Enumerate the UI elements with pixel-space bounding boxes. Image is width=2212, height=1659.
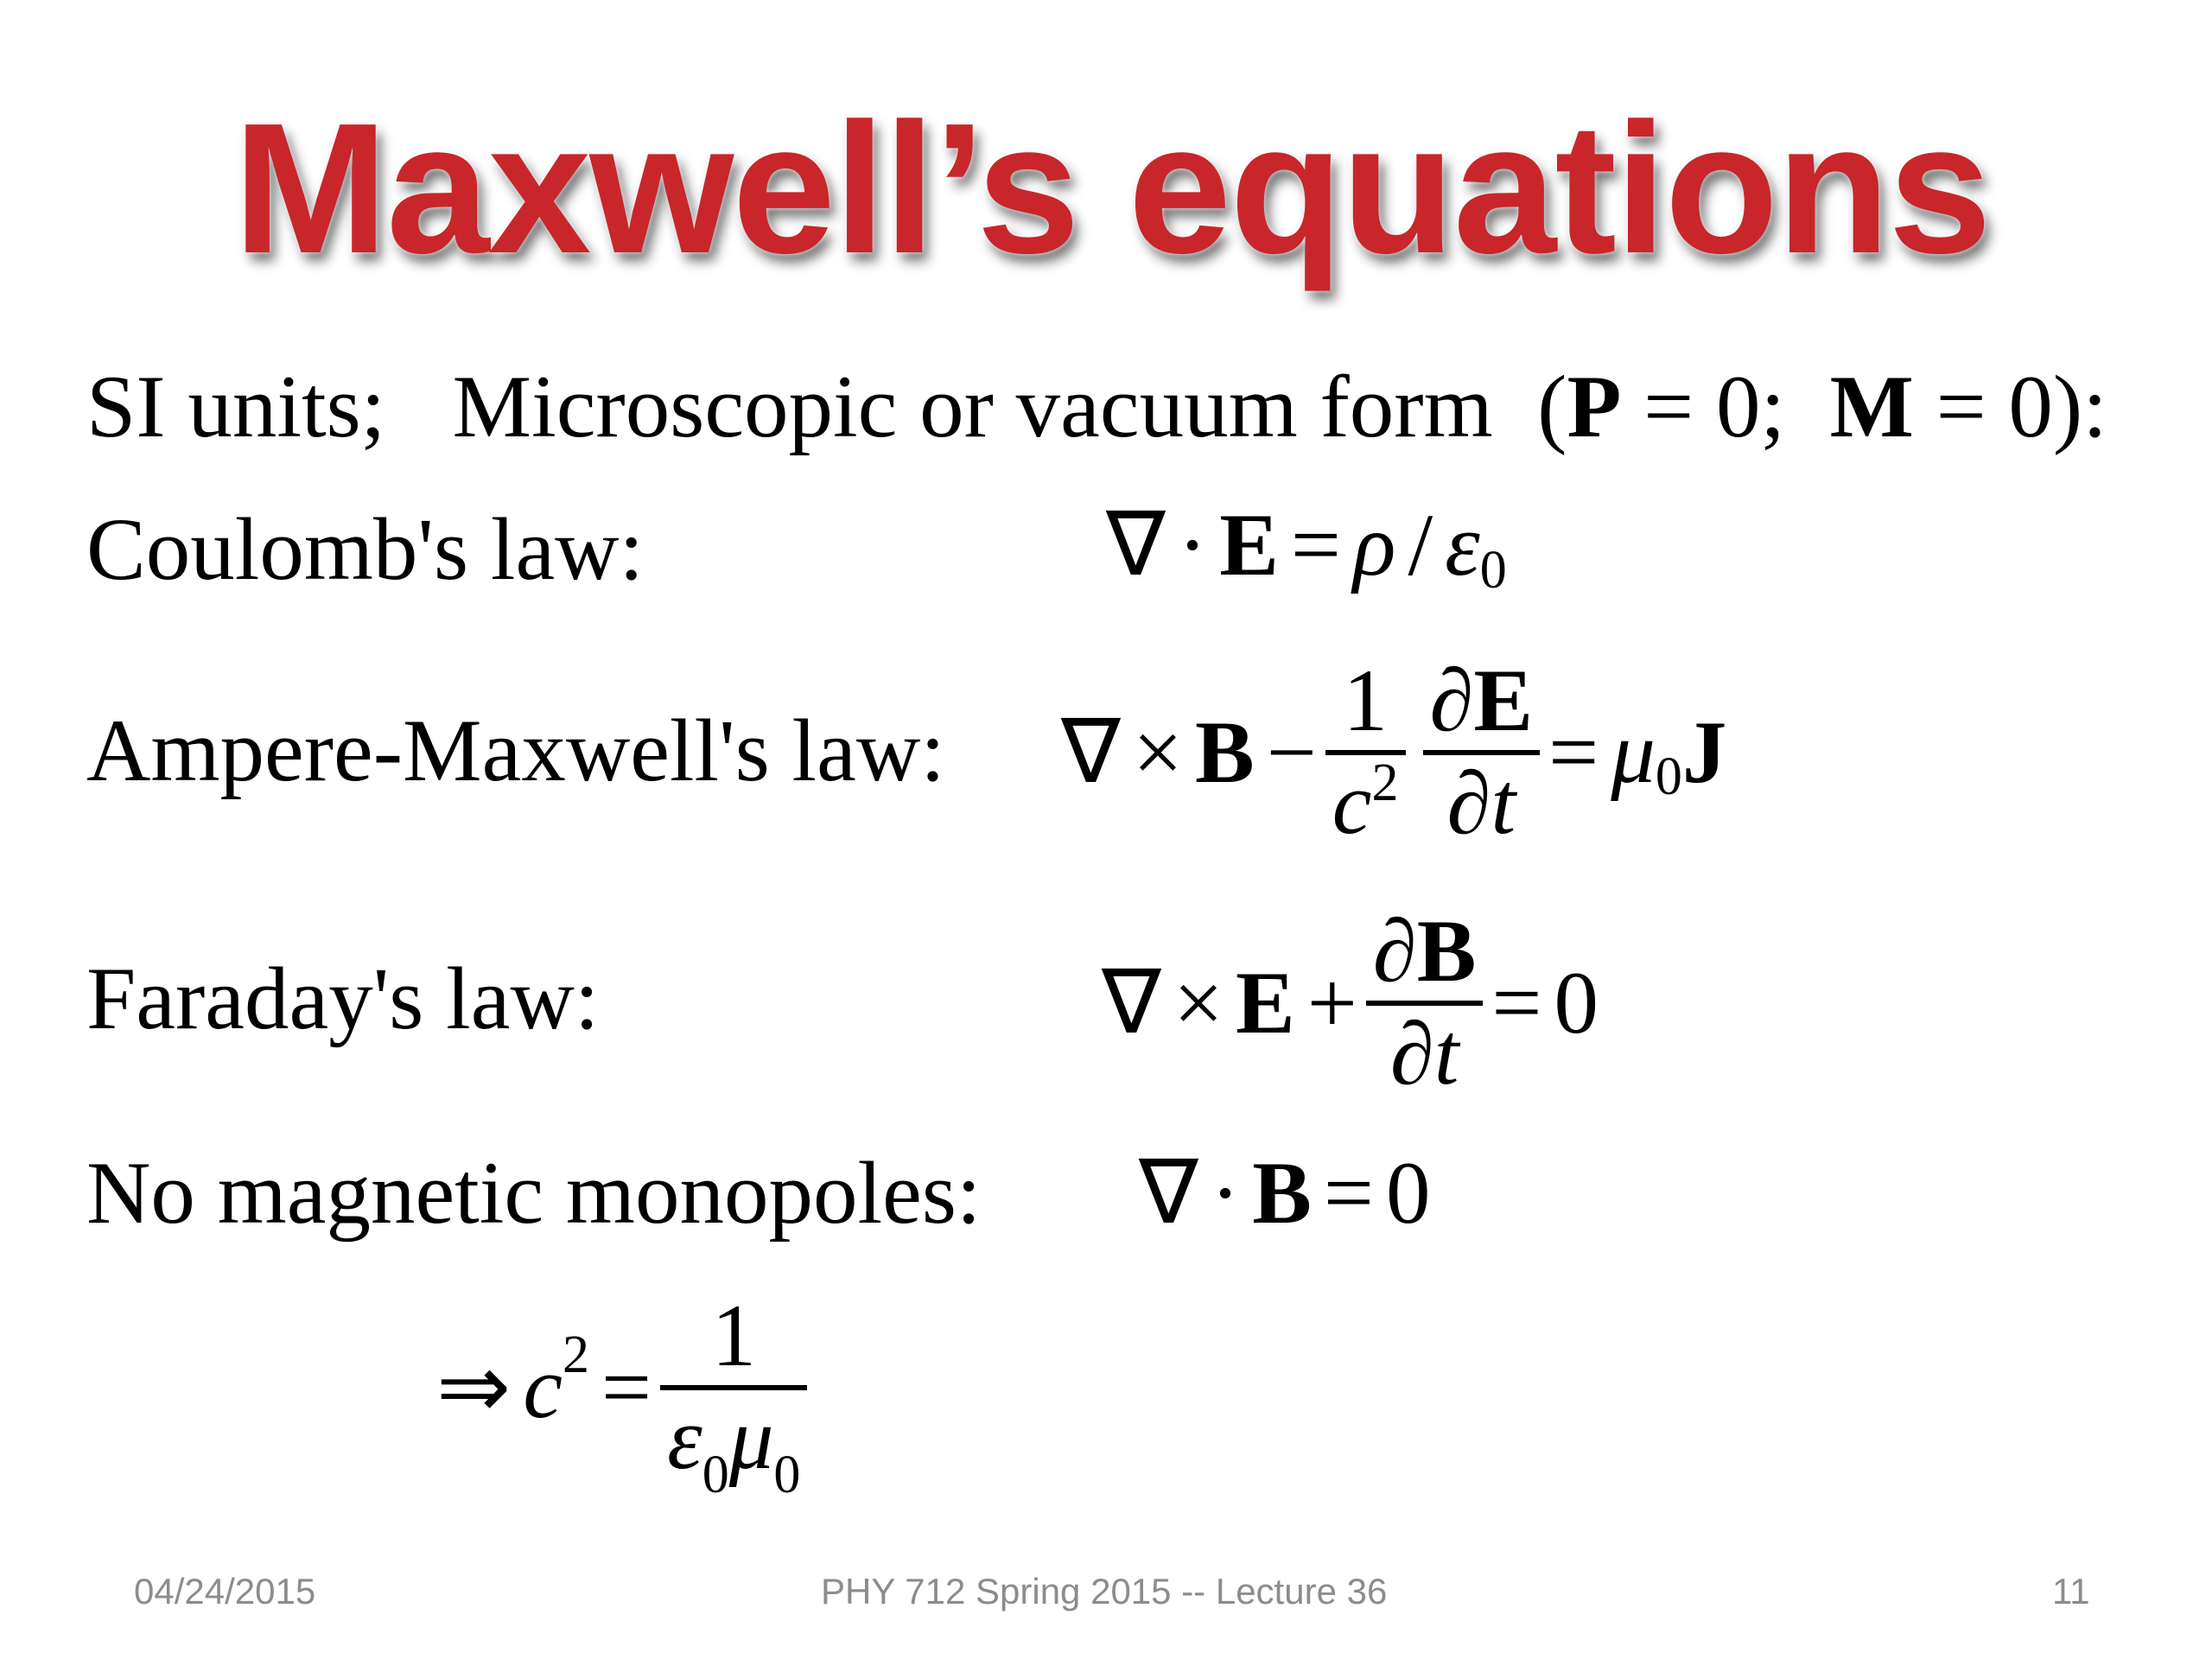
- magnetization-symbol: M: [1829, 358, 1914, 456]
- coulomb-equation: ∇ · E = ρ / ε 0: [1106, 496, 1507, 600]
- coulomb-label: Coulomb's law:: [86, 500, 645, 599]
- polarization-eq: = 0;: [1621, 358, 1830, 456]
- units-line: [86, 358, 2107, 456]
- speed-of-light-equation: ⇒ c 2 = 1 $\varepsilon_0\mu_0$: [436, 1287, 816, 1489]
- monopoles-equation: ∇ · B = 0: [1139, 1144, 1431, 1243]
- ampere-maxwell-equation: ∇ × B − 1 $c^2$ ∂E ∂t = μ 0 J: [1061, 652, 1727, 854]
- units-text: SI units; Microscopic or vacuum form (: [86, 358, 1567, 456]
- faraday-equation: ∇ × E + ∂B ∂t = 0: [1102, 902, 1599, 1104]
- footer-course: PHY 712 Spring 2015 -- Lecture 36: [821, 1571, 1388, 1611]
- ampere-maxwell-label: Ampere-Maxwell's law:: [86, 702, 945, 800]
- monopoles-label: No magnetic monopoles:: [86, 1144, 982, 1243]
- slide-title: Maxwell’s equations: [233, 84, 1990, 292]
- faraday-label: Faraday's law:: [86, 950, 600, 1048]
- polarization-symbol: P: [1567, 358, 1622, 456]
- footer-date: 04/24/2015: [134, 1571, 316, 1611]
- magnetization-eq: = 0):: [1913, 358, 2107, 456]
- footer-page-number: 11: [2052, 1571, 2090, 1611]
